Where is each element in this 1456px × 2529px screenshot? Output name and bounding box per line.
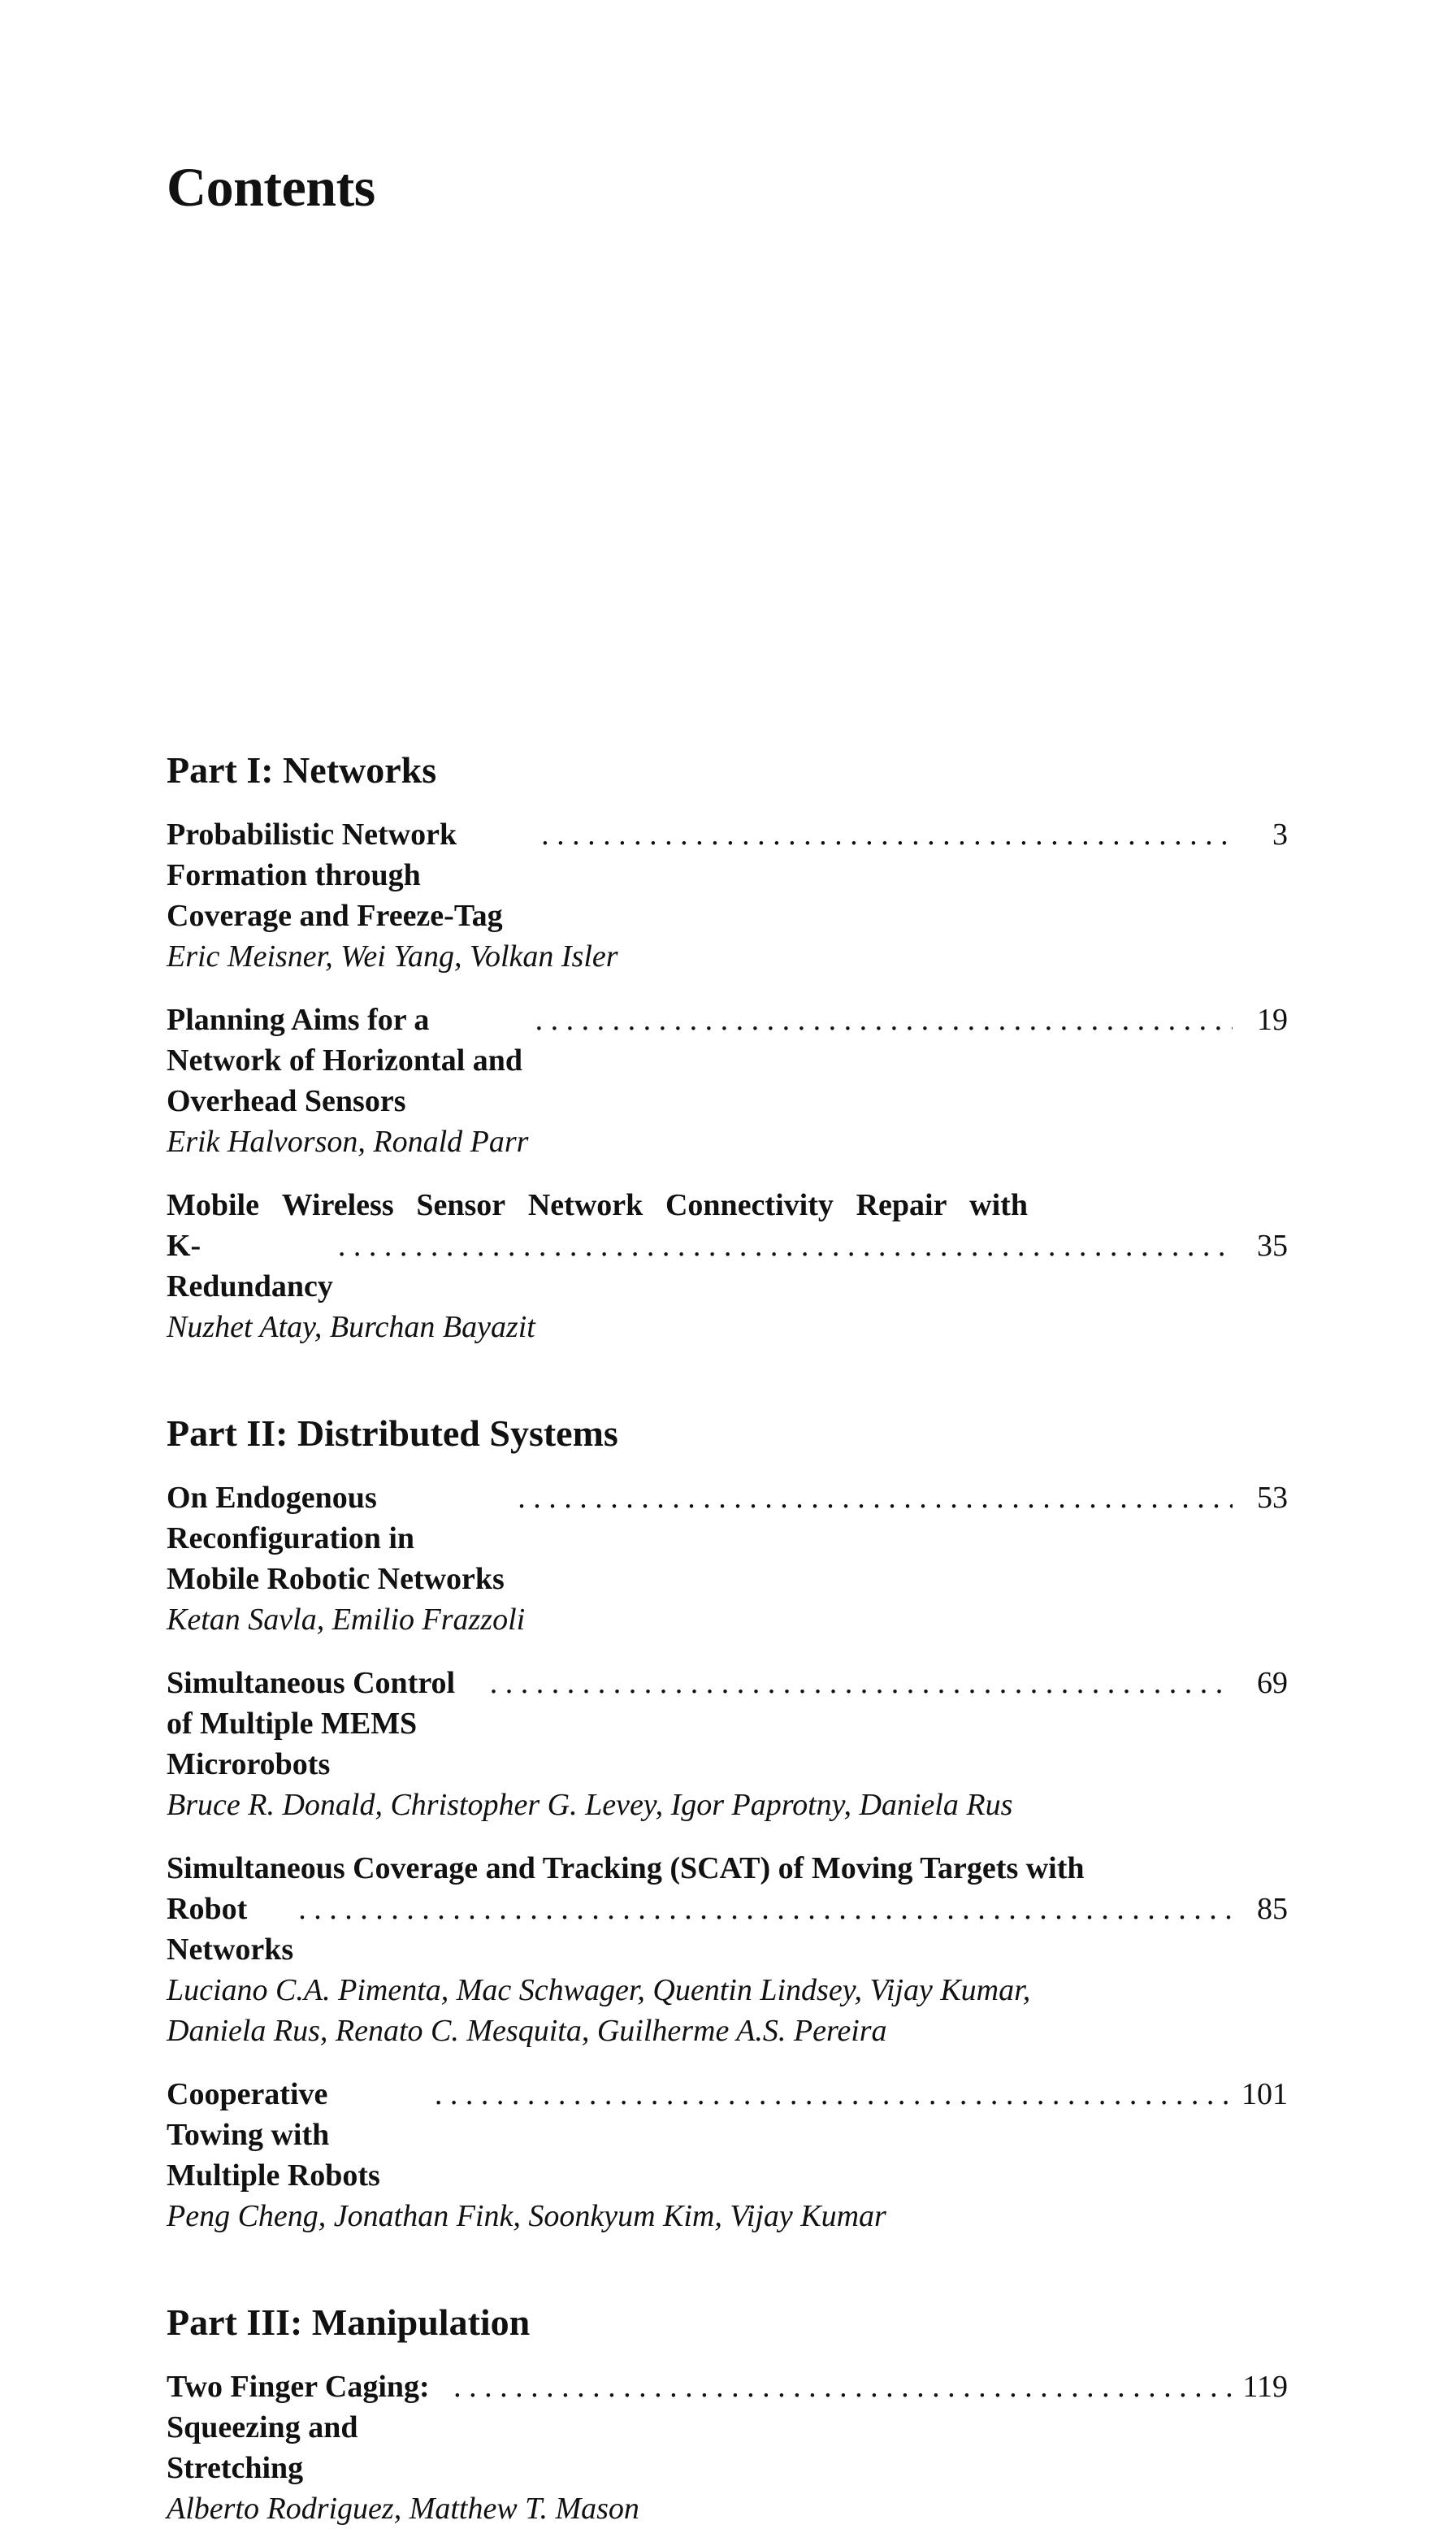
entry-authors: Erik Halvorson, Ronald Parr: [167, 1125, 529, 1159]
part-heading: Part II: Distributed Systems: [167, 1412, 618, 1454]
table-of-contents: [167, 748, 1288, 2529]
entry-title: K-Redundancy: [167, 1229, 333, 1304]
dot-leader: [298, 1889, 1233, 1929]
entry-title-first-line: [167, 1185, 1028, 1225]
toc-entry[interactable]: [167, 1000, 1288, 1162]
page-number: 35: [1257, 1229, 1288, 1263]
entry-authors: Eric Meisner, Wei Yang, Volkan Isler: [167, 939, 618, 974]
part-networks: [167, 748, 1288, 1347]
part-heading: Part III: Manipulation: [167, 2301, 531, 2343]
entry-title: Simultaneous Control of Multiple MEMS Microrobots: [167, 1666, 456, 1781]
entry-title-first-line: Simultaneous Coverage and Tracking (SCAT) of Moving Targets with: [167, 1851, 1085, 1885]
title-word: Wireless: [281, 1188, 394, 1222]
page-number: 85: [1257, 1892, 1288, 1926]
part-manipulation: [167, 2300, 1288, 2529]
entry-authors: Luciano C.A. Pimenta, Mac Schwager, Quentin Lindsey, Vijay Kumar,: [167, 1973, 1031, 2007]
entry-title: Planning Aims for a Network of Horizontal and Overhead Sensors: [167, 1003, 523, 1118]
toc-entry[interactable]: [167, 1185, 1288, 1347]
title-word: with: [969, 1188, 1028, 1222]
part-distributed-systems: [167, 1411, 1288, 2236]
page-number: 119: [1242, 2370, 1288, 2404]
dot-leader: [535, 1000, 1233, 1040]
entry-authors: Nuzhet Atay, Burchan Bayazit: [167, 1310, 535, 1344]
title-word: Connectivity: [665, 1188, 834, 1222]
page-number: 69: [1257, 1666, 1288, 1700]
entry-authors: Daniela Rus, Renato C. Mesquita, Guilherme A.S. Pereira: [167, 2014, 887, 2048]
title-word: Network: [527, 1188, 644, 1222]
dot-leader: [435, 2074, 1233, 2115]
title-word: Sensor: [416, 1188, 506, 1222]
toc-entry[interactable]: [167, 1477, 1288, 1640]
entry-authors: Peng Cheng, Jonathan Fink, Soonkyum Kim, Vijay Kumar: [167, 2199, 886, 2233]
entry-authors: Ketan Savla, Emilio Frazzoli: [167, 1603, 526, 1637]
toc-entry[interactable]: [167, 1663, 1288, 1825]
title-word: Repair: [856, 1188, 947, 1222]
page-title: Contents: [167, 156, 375, 218]
dot-leader: [518, 1477, 1233, 1518]
entry-authors: Alberto Rodriguez, Matthew T. Mason: [167, 2492, 639, 2526]
toc-entry[interactable]: [167, 2074, 1288, 2236]
entry-authors: Bruce R. Donald, Christopher G. Levey, Igor Paprotny, Daniela Rus: [167, 1788, 1013, 1822]
toc-entry[interactable]: [167, 2366, 1288, 2529]
entry-title: Two Finger Caging: Squeezing and Stretching: [167, 2370, 430, 2485]
entry-title: Robot Networks: [167, 1892, 294, 1967]
page-number: 53: [1257, 1481, 1288, 1515]
entry-title: Probabilistic Network Formation through Coverage and Freeze-Tag: [167, 818, 503, 933]
entry-title: On Endogenous Reconfiguration in Mobile Robotic Networks: [167, 1481, 505, 1596]
toc-entry[interactable]: [167, 1848, 1288, 2051]
entry-title: Cooperative Towing with Multiple Robots: [167, 2077, 380, 2193]
dot-leader: [490, 1663, 1233, 1703]
part-heading: Part I: Networks: [167, 749, 437, 791]
toc-entry[interactable]: [167, 814, 1288, 977]
dot-leader: [338, 1225, 1233, 1266]
dot-leader: [541, 814, 1233, 855]
page-number: 19: [1257, 1003, 1288, 1037]
page-number: 3: [1272, 818, 1288, 852]
page-number: 101: [1242, 2077, 1288, 2111]
title-word: Mobile: [167, 1188, 259, 1222]
dot-leader: [453, 2366, 1233, 2407]
